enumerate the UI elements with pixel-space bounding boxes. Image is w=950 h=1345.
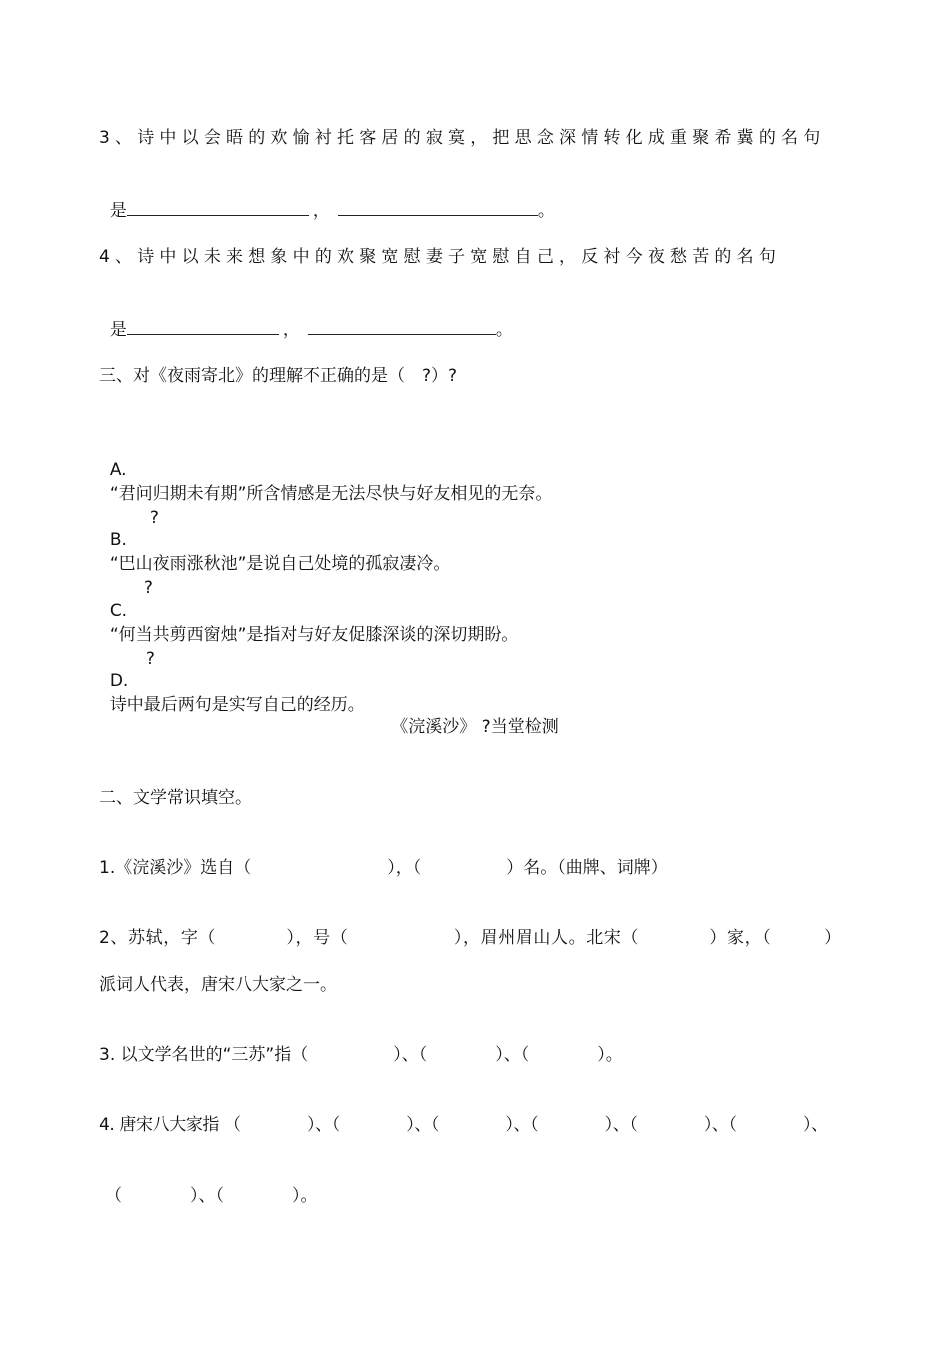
option-b-text: “巴山夜雨涨秋池”是说自己处境的孤寂凄冷。 — [109, 554, 451, 574]
option-d — [99, 645, 365, 717]
option-c-label: C. — [109, 601, 128, 621]
knowledge-q4-line1: 4. 唐宋八大家指 （ ）、（ ）、（ ）、（ ）、（ ）、（ ）、 — [99, 1115, 828, 1135]
option-c-text: “何当共剪西窗烛”是指对与好友促膝深谈的深切期盼。 — [109, 625, 519, 645]
option-b-mark: ? — [143, 578, 153, 598]
knowledge-q2-line2: 派词人代表，唐宋八大家之一。 — [99, 975, 337, 995]
section-title: 《浣溪沙》 ?当堂检测 — [391, 717, 559, 737]
q3-answer-line — [99, 174, 555, 223]
q3-prefix: 是 — [109, 201, 127, 221]
q4-end: 。 — [495, 320, 513, 340]
knowledge-heading: 二、文学常识填空。 — [99, 788, 252, 808]
knowledge-q3: 3. 以文学名世的“三苏”指（ ）、（ ）、（ ）。 — [99, 1045, 623, 1065]
q4-blank-2[interactable] — [308, 317, 496, 335]
option-d-text: 诗中最后两句是实写自己的经历。 — [109, 695, 365, 715]
option-d-label: D. — [109, 671, 129, 691]
q3-blank-1[interactable] — [127, 198, 309, 216]
option-b-label: B. — [109, 530, 127, 550]
mc-question: 三、对《夜雨寄北》的理解不正确的是（ ?）? — [99, 366, 458, 386]
q3-blank-2[interactable] — [338, 198, 538, 216]
q4-answer-line — [99, 293, 513, 342]
q4-blank-1[interactable] — [127, 317, 279, 335]
knowledge-q1: 1.《浣溪沙》选自（ ），（ ）名。（曲牌、词牌） — [99, 858, 668, 878]
q4-separator: ， — [282, 320, 300, 340]
option-a-mark: ? — [149, 508, 159, 528]
knowledge-q4-line2: （ ）、（ ）。 — [105, 1186, 318, 1206]
option-a-text: “君问归期未有期”所含情感是无法尽快与好友相见的无奈。 — [109, 484, 553, 504]
knowledge-q2-line1: 2、苏轼，字（ ），号（ ），眉州眉山人。北宋（ ）家，（ ） — [99, 928, 842, 948]
option-a-label: A. — [109, 460, 127, 480]
q4-text-line1: 4、诗中以未来想象中的欢聚宽慰妻子宽慰自己，反衬今夜愁苦的名句 — [99, 247, 782, 267]
option-c-mark: ? — [145, 649, 155, 669]
q3-separator: ， — [312, 201, 330, 221]
q3-text-line1: 3、诗中以会晤的欢愉衬托客居的寂寞，把思念深情转化成重聚希冀的名句 — [99, 128, 826, 148]
q3-end: 。 — [537, 201, 555, 221]
q4-prefix: 是 — [109, 320, 127, 340]
